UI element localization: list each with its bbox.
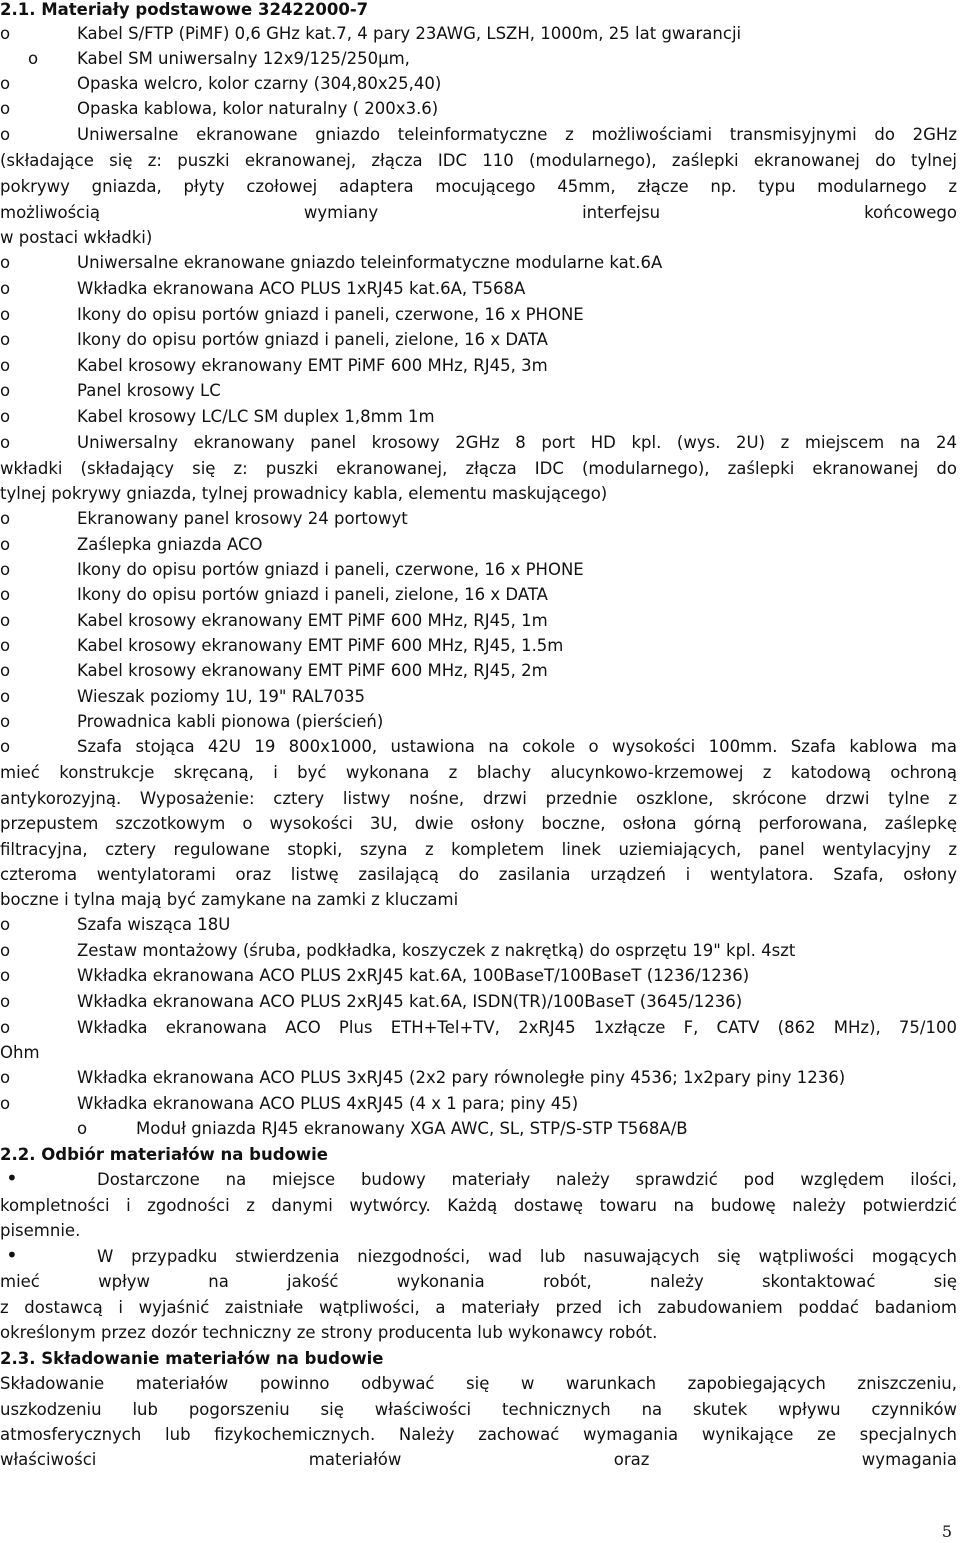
paragraph-line: boczne i tylna mają być zamykane na zamki z kluczami bbox=[0, 890, 459, 909]
paragraph-line: w postaci wkładki) bbox=[0, 228, 153, 247]
paragraph-line: z dostawcą i wyjaśnić zaistniałe wątpliwości, a materiały przed ich zabudowaniem poddać badaniom bbox=[0, 1298, 957, 1317]
paragraph-line: (składające się z: puszki ekranowanej, złącza IDC 110 (modularnego), zaślepki ekranowanej do tylnej bbox=[0, 151, 957, 170]
page-number: 5 bbox=[941, 1522, 952, 1541]
paragraph-line: właściwości materiałów oraz wymagania bbox=[0, 1450, 957, 1469]
paragraph-line: określonym przez dozór techniczny ze strony producenta lub wykonawcy robót. bbox=[0, 1323, 658, 1342]
paragraph-line: możliwością wymiany interfejsu końcowego bbox=[0, 203, 957, 222]
paragraph-line: mieć konstrukcje skręcaną, i być wykonana z blachy alucynkowo-krzemowej z katodową ochroną bbox=[0, 763, 957, 782]
paragraph-line: czteroma wentylatorami oraz listwę zasilającą do zasilania urządzeń i wentylatora. Szafa, osłony bbox=[0, 865, 957, 884]
paragraph-line: uszkodzeniu lub pogorszeniu się właściwości technicznych na skutek wpływu czynników bbox=[0, 1400, 957, 1419]
section-heading-2-3: 2.3. Składowanie materiałów na budowie bbox=[0, 1349, 384, 1368]
paragraph-line: Ohm bbox=[0, 1043, 40, 1062]
section-heading-2-1: 2.1. Materiały podstawowe 32422000-7 bbox=[0, 0, 369, 19]
paragraph-line: pokrywy gniazda, płyty czołowej adaptera mocującego 45mm, złącze np. typu modularnego z bbox=[0, 177, 957, 196]
paragraph-line: atmosferycznych lub fizykochemicznych. Należy zachować wymagania wynikające ze specjalnych bbox=[0, 1425, 957, 1444]
paragraph-line: tylnej pokrywy gniazda, tylnej prowadnicy kabla, elementu maskującego) bbox=[0, 484, 608, 503]
paragraph-line: wkładki (składający się z: puszki ekranowanej, złącza IDC (modularnego), zaślepki ekranowanej do bbox=[0, 459, 957, 478]
paragraph-line: antykorozyjną. Wyposażenie: cztery listwy nośne, drzwi przednie oszklone, skrócone drzwi tylne z bbox=[0, 789, 957, 808]
paragraph-line: mieć wpływ na jakość wykonania robót, należy skontaktować się bbox=[0, 1272, 957, 1291]
paragraph-line: filtracyjna, cztery regulowane stopki, szyna z kompletem linek uziemiających, panel wentylacyjny z bbox=[0, 840, 957, 859]
paragraph-line: pisemnie. bbox=[0, 1221, 81, 1240]
paragraph-line: kompletności i zgodności z danymi wytwórcy. Każdą dostawę towaru na budowę należy potwierdzić bbox=[0, 1196, 957, 1215]
paragraph-line: Składowanie materiałów powinno odbywać się w warunkach zapobiegających zniszczeniu, bbox=[0, 1374, 957, 1393]
paragraph-line: przepustem szczotkowym o wysokości 3U, dwie osłony boczne, osłona górną perforowana, zaślepkę bbox=[0, 814, 957, 833]
section-heading-2-2: 2.2. Odbiór materiałów na budowie bbox=[0, 1145, 328, 1164]
